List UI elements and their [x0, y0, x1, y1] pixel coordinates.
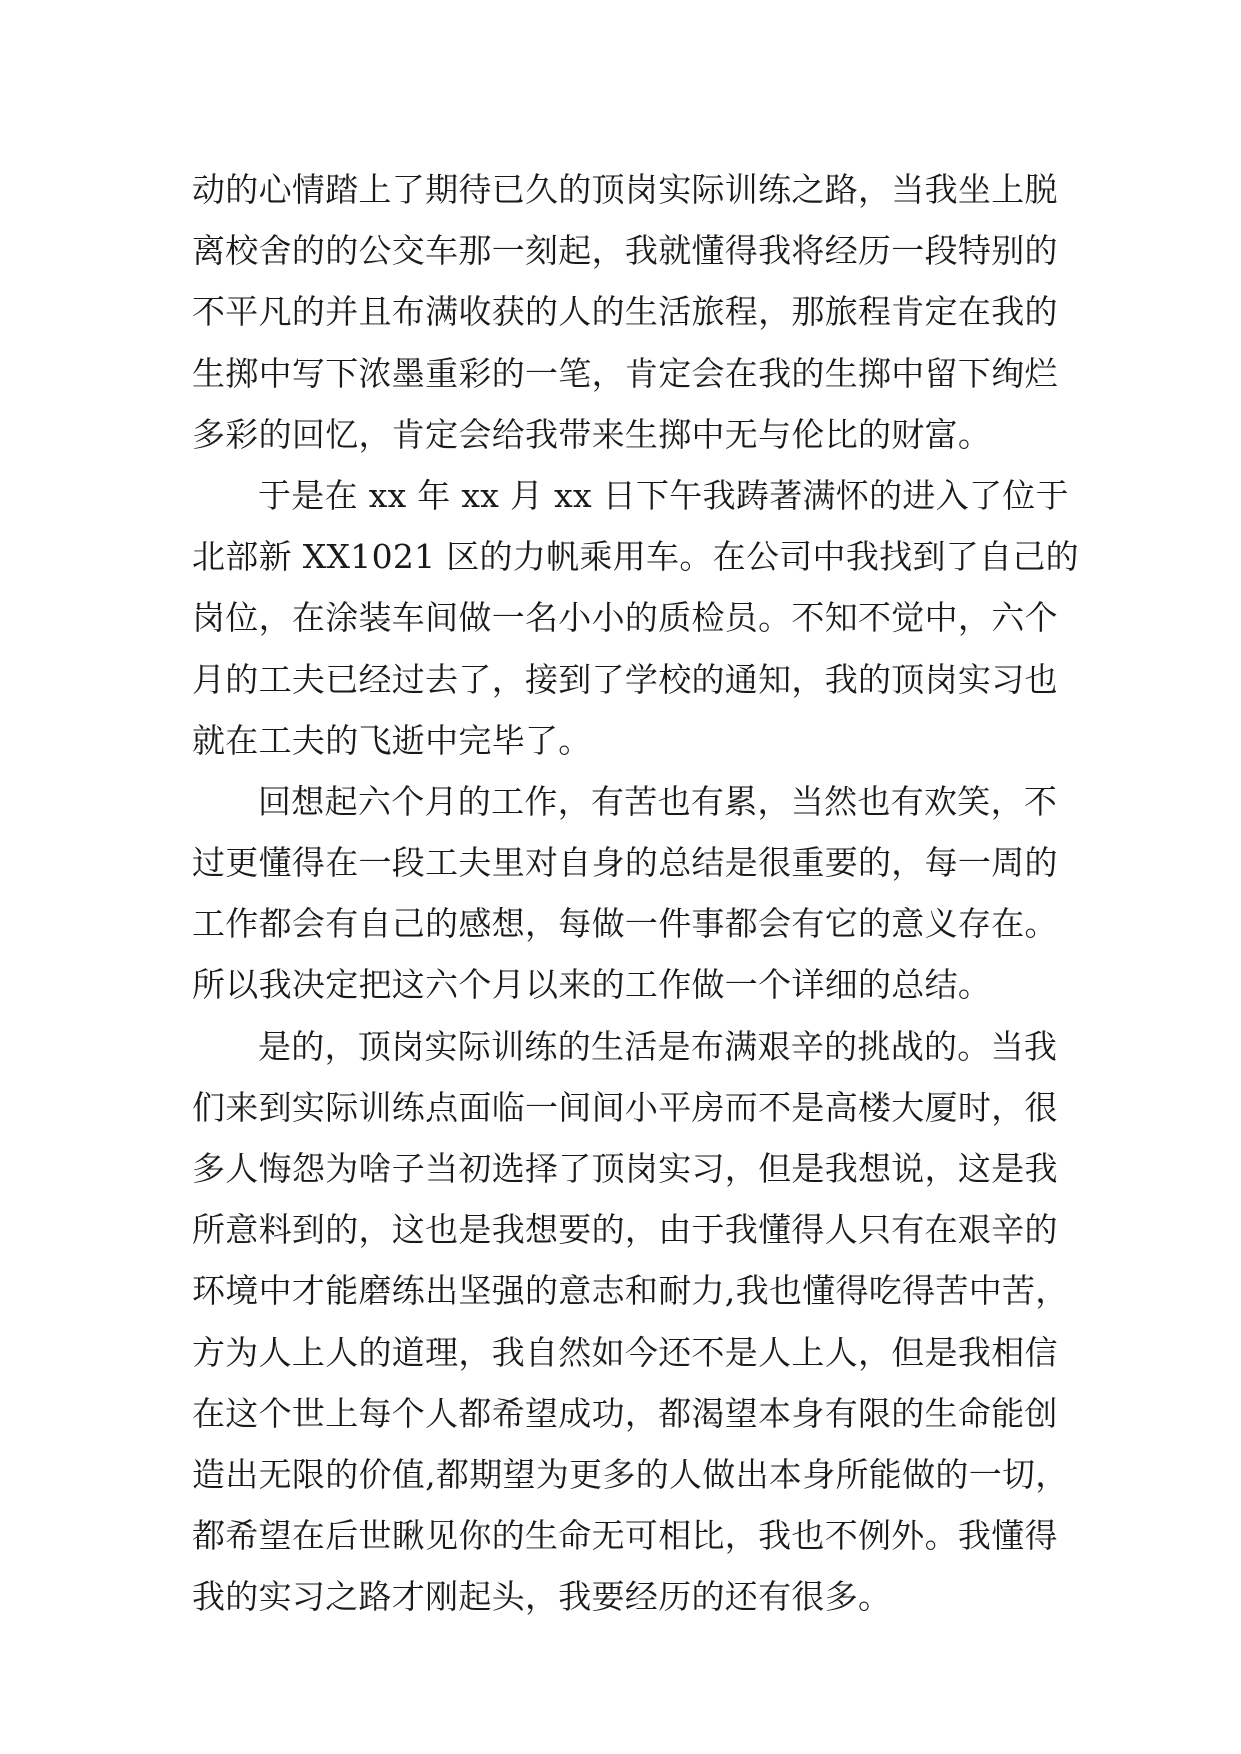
text-line: 多彩的回忆，肯定会给我带来生掷中无与伦比的财富。 — [192, 414, 992, 454]
text-line: 们来到实际训练点面临一间间小平房而不是高楼大厦时，很 — [192, 1087, 1058, 1127]
text-line: 生掷中写下浓墨重彩的一笔，肯定会在我的生掷中留下绚烂 — [192, 353, 1058, 393]
text-line: 所以我决定把这六个月以来的工作做一个详细的总结。 — [192, 965, 992, 1005]
text-line: 多人悔怨为啥子当初选择了顶岗实习，但是我想说，这是我 — [192, 1149, 1058, 1188]
paragraph-first-line: 于是在 xx 年 xx 月 xx 日下午我踌著满怀的进入了位于 — [258, 475, 1069, 515]
text-line: 动的心情踏上了期待已久的顶岗实际训练之路，当我坐上脱 — [192, 170, 1058, 209]
text-line: 造出无限的价值,都期望为更多的人做出本身所能做的一切， — [192, 1454, 1069, 1494]
paragraph-first-line: 是的，顶岗实际训练的生活是布满艰辛的挑战的。当我 — [258, 1026, 1058, 1066]
text-line: 就在工夫的飞逝中完毕了。 — [192, 720, 592, 760]
text-line: 岗位，在涂装车间做一名小小的质检员。不知不觉中，六个 — [192, 598, 1058, 638]
text-line: 北部新 XX1021 区的力帆乘用车。在公司中我找到了自己的 — [192, 537, 1079, 577]
text-line: 环境中才能磨练出坚强的意志和耐力,我也懂得吃得苦中苦， — [192, 1271, 1069, 1311]
text-line: 都希望在后世瞅见你的生命无可相比，我也不例外。我懂得 — [192, 1516, 1058, 1556]
text-line: 方为人上人的道理，我自然如今还不是人上人，但是我相信 — [192, 1332, 1058, 1372]
text-line: 在这个世上每个人都希望成功，都渴望本身有限的生命能创 — [192, 1393, 1058, 1433]
text-line: 我的实习之路才刚起头，我要经历的还有很多。 — [192, 1577, 892, 1617]
text-line: 过更懂得在一段工夫里对自身的总结是很重要的，每一周的 — [192, 843, 1058, 883]
text-line: 离校舍的的公交车那一刻起，我就懂得我将经历一段特别的 — [192, 231, 1058, 271]
text-line: 月的工夫已经过去了，接到了学校的通知，我的顶岗实习也 — [192, 659, 1058, 699]
paragraph-first-line: 回想起六个月的工作，有苦也有累，当然也有欢笑，不 — [258, 781, 1058, 821]
body-text — [192, 159, 1079, 1628]
text-line: 不平凡的并且布满收获的人的生活旅程，那旅程肯定在我的 — [192, 292, 1058, 332]
text-line: 所意料到的，这也是我想要的，由于我懂得人只有在艰辛的 — [192, 1210, 1058, 1250]
text-line: 工作都会有自己的感想，每做一件事都会有它的意义存在。 — [192, 904, 1058, 944]
